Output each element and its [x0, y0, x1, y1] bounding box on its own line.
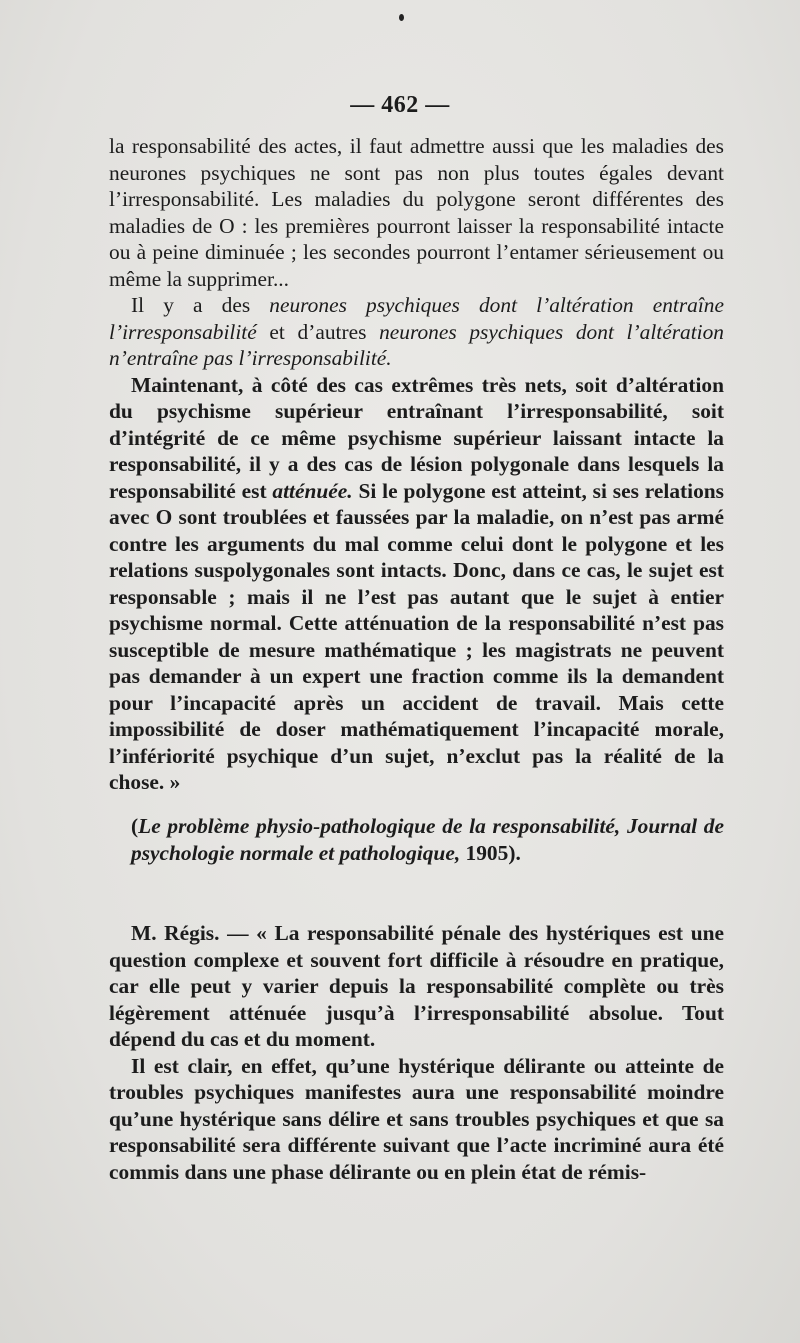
- regis-passage: [109, 920, 724, 1185]
- text-run: Maintenant, à côté des cas extrêmes très nets, soit d’altération du psychisme supérieur entraînant l’irresponsabilité, soit d’intégrité de ce même psychisme supérieur laissant intacte la responsabilité, il y a des cas de lésion polygonale dans lesquels la responsabilité est: [109, 372, 724, 503]
- citation-year: 1905).: [460, 840, 521, 865]
- quoted-passage: [109, 133, 724, 796]
- ink-dot-mark: [399, 14, 404, 21]
- citation-reference: [109, 813, 724, 866]
- page-number: — 462 —: [350, 92, 450, 118]
- citation-paren: (: [131, 814, 139, 838]
- text-run: Il y a des: [131, 293, 270, 317]
- citation: [109, 813, 724, 866]
- italic-run: neurones psychiques dont l’altération entraîne l’irresponsabilité: [109, 293, 724, 344]
- citation-title: Le problème physio-pathologique de la responsabilité, Journal de psychologie normale et pathologique,: [131, 814, 724, 865]
- paragraph-maintenant: [109, 372, 724, 796]
- paragraph-continuation: la responsabilité des actes, il faut admettre aussi que les maladies des neurones psychiques ne sont pas non plus toutes égales devant l’irresponsabilité. Les maladies du polygone seront différentes des maladies de O : les premières pourront laisser la responsabilité intacte ou à peine diminuée ; les secondes pourront l’entamer sérieusement ou même la supprimer...: [109, 134, 724, 291]
- paragraph-regis: M. Régis. — « La responsabilité pénale des hystériques est une question complexe et souvent fort difficile à résoudre en pratique, car elle peut y varier depuis la responsabilité complète ou très légèrement atténuée jusqu’à l’irresponsabilité absolue. Tout dépend du cas et du moment.: [109, 921, 724, 1051]
- italic-run: atténuée.: [272, 478, 353, 503]
- text-run: et d’autres: [256, 319, 380, 344]
- paragraph-hysterique: Il est clair, en effet, qu’une hystérique délirante ou atteinte de troubles psychiques manifestes aura une responsabilité moindre qu’une hystérique sans délire et sans troubles psychiques et que sa responsabilité sera différente suivant que l’acte incriminé aura été commis dans une phase délirante ou en plein état de rémis-: [109, 1053, 724, 1184]
- paragraph-neurones: [109, 292, 724, 372]
- italic-run: neurones psychiques dont l’altération n’entraîne pas l’irresponsabilité.: [109, 319, 724, 370]
- text-run: Si le polygone est atteint, si ses relations avec O sont troublées et faussées par la maladie, on n’est pas armé contre les arguments du mal comme celui dont le polygone et les relations suspolygonales sont intacts. Donc, dans ce cas, le sujet est responsable ; mais il ne l’est pas autant que le sujet à entier psychisme normal. Cette atténuation de la responsabilité n’est pas susceptible de mesure mathématique ; les magistrats ne peuvent pas demander à un expert une fraction comme ils la demandent pour l’incapacité après un accident de travail. Mais cette impossibilité de doser mathématiquement l’incapacité morale, l’infériorité psychique d’un sujet, n’exclut pas la réalité de la chose. »: [109, 478, 725, 794]
